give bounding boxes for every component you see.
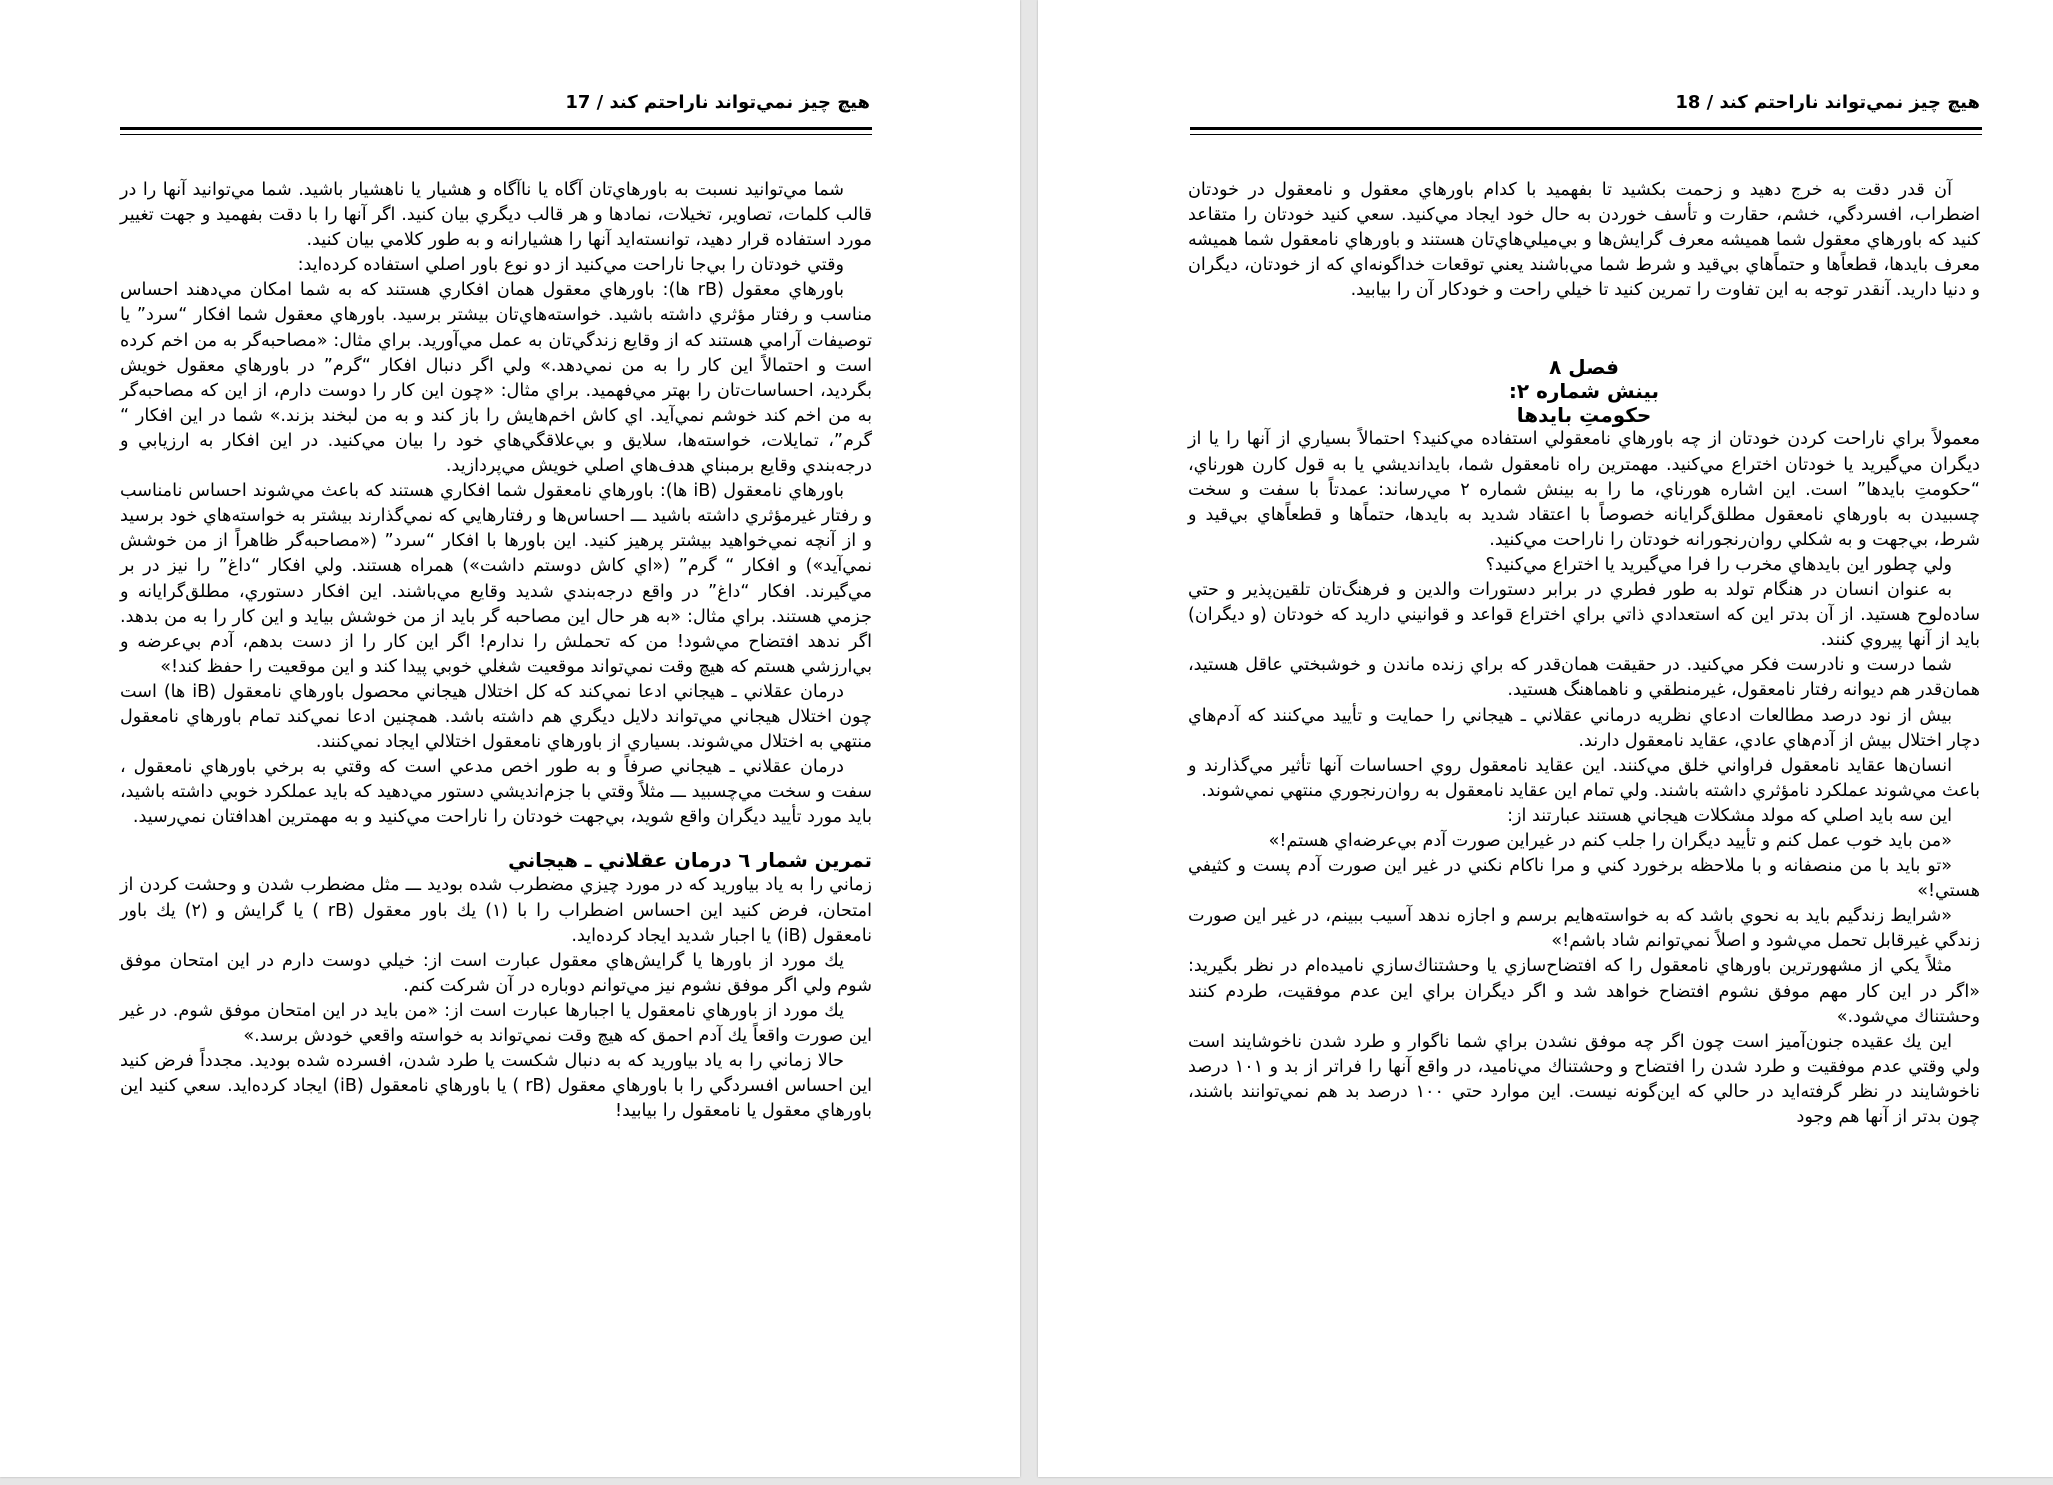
paragraph: اين سه بايد اصلي كه مولد مشكلات هيجاني هستند عبارتند از: xyxy=(1507,805,1952,826)
page-body xyxy=(120,178,872,1124)
paragraph: بيش از نود درصد مطالعات ادعاي نظريه درماني عقلاني ـ هيجاني را حمايت و تأييد مي‌كنند كه آدم‌هاي دچار اختلال بيش از آدم‌هاي عادي، عقايد نامعقول دارند. xyxy=(1188,705,1980,751)
running-header: هيچ چيز نمي‌تواند ناراحتم كند / 18 xyxy=(1675,92,1980,113)
paragraph: اين يك عقيده جنون‌آميز است چون اگر چه موفق نشدن براي شما ناگوار و طرد شدن ناخوشايند است ولي وقتي عدم موفقيت و طرد شدن را افتضاح و وحشتناك مي‌ناميد، در واقع آنها را فراتر از بد و ١٠١ درصد ناخوشايند در نظر گرفته‌ايد در حالي كه اين‌گونه نيست. اين موارد حتي ١٠٠ درصد بد هم نمي‌توانند باشند، چون بدتر از آنها هم وجود xyxy=(1188,1031,1980,1127)
quote: «شرايط زندگيم بايد به نحوي باشد كه به خواسته‌هايم برسم و اجازه ندهد آسيب ببينم، در غير اين صورت زندگي غيرقابل تحمل مي‌شود و اصلاً نمي‌توانم شاد باشم!» xyxy=(1188,906,1980,952)
paragraph: وقتي خودتان را بي‌جا ناراحت مي‌كنيد از دو نوع باور اصلي استفاده كرده‌ايد: xyxy=(297,255,844,276)
paragraph: به عنوان انسان در هنگام تولد به طور فطري در برابر دستورات والدين و فرهنگ‌تان تلقين‌پذير و حتي ساده‌لوح هستيد. از آن بدتر اين كه استعدادي ذاتي براي اختراع قواعد و قوانيني داريد كه خودتان (و ديگران) بايد از آنها پيروي كنند. xyxy=(1188,580,1980,651)
paragraph: باورهاي نامعقول (iB ها): باورهاي نامعقول شما افكاري هستند كه باعث مي‌شوند احساس نامناسب و رفتار غيرمؤثري داشته باشيد ـــ احساس‌ها و رفتارهايي كه نمي‌گذارند بيشتر به خواسته‌هاي خود برسيد و از آنچه نمي‌خواهيد بيشتر پرهيز كنيد. اين باورها با افكار “سرد” («مصاحبه‌گر ظاهراً از من خوشش نمي‌آيد») و افكار “ گرم” («اي كاش دوستم داشت») همراه هستند. ولي افكار “داغ” را نيز در بر مي‌گيرند. افكار “داغ” در واقع درجه‌بندي شديد وقايع مي‌باشند. اين افكار دستوري، مطلق‌گرايانه و جزمي هستند. براي مثال: «به هر حال اين مصاحبه گر بايد از من خوشش بيايد و اين كار را به من بدهد. اگر ندهد افتضاح مي‌شود! من كه تحملش را ندارم! اگر اين كار را از دست بدهم، آدم بي‌عرضه و بي‌ارزشي هستم كه هيچ وقت نمي‌تواند موقعيت شغلي خوبي پيدا كند و اين موقعيت را حفظ كند!» xyxy=(120,481,872,677)
quote: «تو بايد با من منصفانه و با ملاحظه برخورد كني و مرا ناكام نكني در غير اين صورت آدم پست و كثيفي هستي!» xyxy=(1188,856,1980,902)
quote: «من بايد خوب عمل كنم و تأييد ديگران را جلب كنم در غيراين صورت آدم بي‌عرضه‌اي هستم!» xyxy=(1268,830,1952,851)
paragraph: آن قدر دقت به خرج دهيد و زحمت بكشيد تا بفهميد با كدام باورهاي معقول و نامعقول در خودتان اضطراب، افسردگي، خشم، حقارت و تأسف خوردن به حال خود ايجاد مي‌كنيد. سعي كنيد خودتان را متقاعد كنيد كه باورهاي معقول شما هميشه معرف گرايش‌ها و بي‌ميلي‌هاي‌تان هستند و باورهاي نامعقول شما هميشه معرف بايدها، قطعاًها و حتماًهاي بي‌قيد و شرط شما مي‌باشند يعني توقعات خداگونه‌اي كه از خودتان، ديگران و دنيا داريد. آنقدر توجه به اين تفاوت را تمرين كنيد تا خيلي راحت و خودكار آن را بيابيد. xyxy=(1188,180,1980,301)
paragraph: مثلاً يكي از مشهورترين باورهاي نامعقول را كه افتضاح‌سازي يا وحشتناك‌سازي ناميده‌ام در نظر بگيريد: «اگر در اين كار مهم موفق نشوم افتضاح خواهد شد و اگر ديگران براي اين عدم موفقيت، طردم كنند وحشتناك مي‌شود.» xyxy=(1188,956,1980,1027)
exercise-title: تمرين شمار ٦ درمان عقلاني ـ هيجاني xyxy=(508,849,872,873)
header-rule-thin xyxy=(1190,134,1982,135)
page-body xyxy=(1188,178,1980,1130)
paragraph: حالا زماني را به ياد بياوريد كه به دنبال شكست يا طرد شدن، افسرده شده بوديد. مجدداً فرض كنيد اين احساس افسردگي را با باورهاي معقول (rB ) يا باورهاي نامعقول (iB) ايجاد كرده‌ايد. سعي كنيد اين باورهاي معقول يا نامعقول را بيابيد! xyxy=(120,1051,872,1122)
paragraph: ولي چطور اين بايدهاي مخرب را فرا مي‌گيريد يا اختراع مي‌كنيد؟ xyxy=(1485,554,1952,575)
page-17 xyxy=(0,0,1020,1477)
page-18 xyxy=(1038,0,2053,1477)
paragraph: شما درست و نادرست فكر مي‌كنيد. در حقيقت همان‌قدر كه براي زنده ماندن و خوشبختي عاقل هستيد، همان‌قدر هم ديوانه رفتار نامعقول، غيرمنطقي و ناهماهنگ هستيد. xyxy=(1188,655,1980,701)
paragraph: باورهاي معقول (rB ها): باورهاي معقول همان افكاري هستند كه به شما امكان مي‌دهند احساس مناسب و رفتار مؤثري داشته باشيد. خواسته‌هاي‌تان بيشتر برسيد. باورهاي معقول شما افكار “سرد” يا توصيفات آرامي هستند كه از وقايع زندگي‌تان به عمل مي‌آوريد. براي مثال: «مصاحبه‌گر به من اخم كرده است و احتمالاً اين كار را به من نمي‌دهد.» ولي اگر دنبال افكار “گرم” در باورهاي معقول خويش بگرديد، احساسات‌تان را بهتر مي‌فهميد. براي مثال: «چون اين كار را دوست دارم، از اين كه مصاحبه‌گر به من اخم كند خوشم نمي‌آيد. اي كاش اخم‌هايش را باز كند و به من لبخند بزند.» شما در اين افكار “ گرم”، تمايلات، خواسته‌ها، سلايق و بي‌علاقگي‌هاي خود را بيان مي‌كنيد. در اين افكار به ارزيابي و درجه‌بندي وقايع برمبناي هدف‌هاي اصلي خويش مي‌پردازيد. xyxy=(120,280,872,477)
paragraph: يك مورد از باورهاي نامعقول يا اجبارها عبارت است از: «من بايد در اين امتحان موفق شوم. در غير اين صورت واقعاً يك آدم احمق كه هيچ وقت نمي‌تواند به خواسته واقعي خودش برسد.» xyxy=(120,1000,872,1046)
chapter-title: فصل ٨ xyxy=(1549,355,1619,380)
paragraph: انسان‌ها عقايد نامعقول فراواني خلق مي‌كنند. اين عقايد نامعقول روي احساسات آنها تأثير مي‌گذارند و باعث مي‌شوند عملكرد نامؤثري داشته باشند. ولي تمام اين عقايد نامعقول به روان‌رنجوري منتهي نمي‌شوند. xyxy=(1188,755,1980,801)
paragraph: شما مي‌توانيد نسبت به باورهاي‌تان آگاه يا ناآگاه و هشيار يا ناهشيار باشيد. شما مي‌توانيد آنها را در قالب كلمات، تصاوير، تخيلات، نمادها و هر قالب ديگري بيان كنيد. اگر آنها را با دقت بفهميد و جهت تغيير مورد استفاده قرار دهيد، توانسته‌ايد آنها را هشيارانه و به طور كلامي بيان كنيد. xyxy=(120,180,872,251)
paragraph: معمولاً براي ناراحت كردن خودتان از چه باورهاي نامعقولي استفاده مي‌كنيد؟ احتمالاً بسياري از آنها را يا از ديگران مي‌گيريد يا خودتان اختراع مي‌كنيد. مهمترين راه نامعقول شما، بايدانديشي يا به قول كارن هورناي، “حكومتِ بايدها” است. اين اشاره هورناي، ما را به بينش شماره ٢ مي‌رساند: عمدتاً با سفت و سخت چسبيدن به باورهاي نامعقول مطلق‌گرايانه خصوصاً با اعتقاد شديد به بايدها، حتماًها و قطعاًهاي بي‌قيد و شرط، بي‌جهت و به شكلي روان‌رنجورانه خودتان را ناراحت مي‌كنيد. xyxy=(1188,429,1980,550)
paragraph: زماني را به ياد بياوريد كه در مورد چيزي مضطرب شده بوديد ـــ مثل مضطرب شدن و وحشت كردن از امتحان، فرض كنيد اين احساس اضطراب را با (١) يك باور معقول (rB ) يا گرايش و (٢) يك باور نامعقول (iB) يا اجبار شديد ايجاد كرده‌ايد. xyxy=(120,875,872,946)
header-rule-thin xyxy=(120,134,872,135)
paragraph: يك مورد از باورها يا گرايش‌هاي معقول عبارت است از: خيلي دوست دارم در اين امتحان موفق شوم ولي اگر موفق نشوم نيز مي‌توانم دوباره در آن شركت كنم. xyxy=(120,950,872,996)
header-rule-thick xyxy=(120,127,872,130)
header-rule-thick xyxy=(1190,127,1982,130)
section-title: حكومتِ بايدها xyxy=(1516,403,1652,428)
running-header: هيچ چيز نمي‌تواند ناراحتم كند / 17 xyxy=(565,92,870,113)
insight-title: بينش شماره ٢: xyxy=(1508,379,1660,404)
paragraph: درمان عقلاني ـ هيجاني ادعا نمي‌كند كه كل اختلال هيجاني محصول باورهاي نامعقول (iB ها) است چون اختلال هيجاني مي‌تواند دلايل ديگري هم داشته باشد. همچنين ادعا نمي‌كند تمام باورهاي نامعقول منتهي به اختلال مي‌شوند. بسياري از باورهاي نامعقول اختلالي ايجاد نمي‌كنند. xyxy=(120,681,872,753)
paragraph: درمان عقلاني ـ هيجاني صرفاً و به طور اخص مدعي است كه وقتي به برخي باورهاي نامعقول ، سفت و سخت مي‌چسبيد ـــ مثلاً وقتي با جزم‌انديشي دستور مي‌دهيد كه بايد عملكرد خوبي داشته باشيد، بايد مورد تأييد ديگران واقع شويد، بي‌جهت خودتان را ناراحت مي‌كنيد و به مهمترين اهدافتان نمي‌رسيد. xyxy=(120,757,872,828)
